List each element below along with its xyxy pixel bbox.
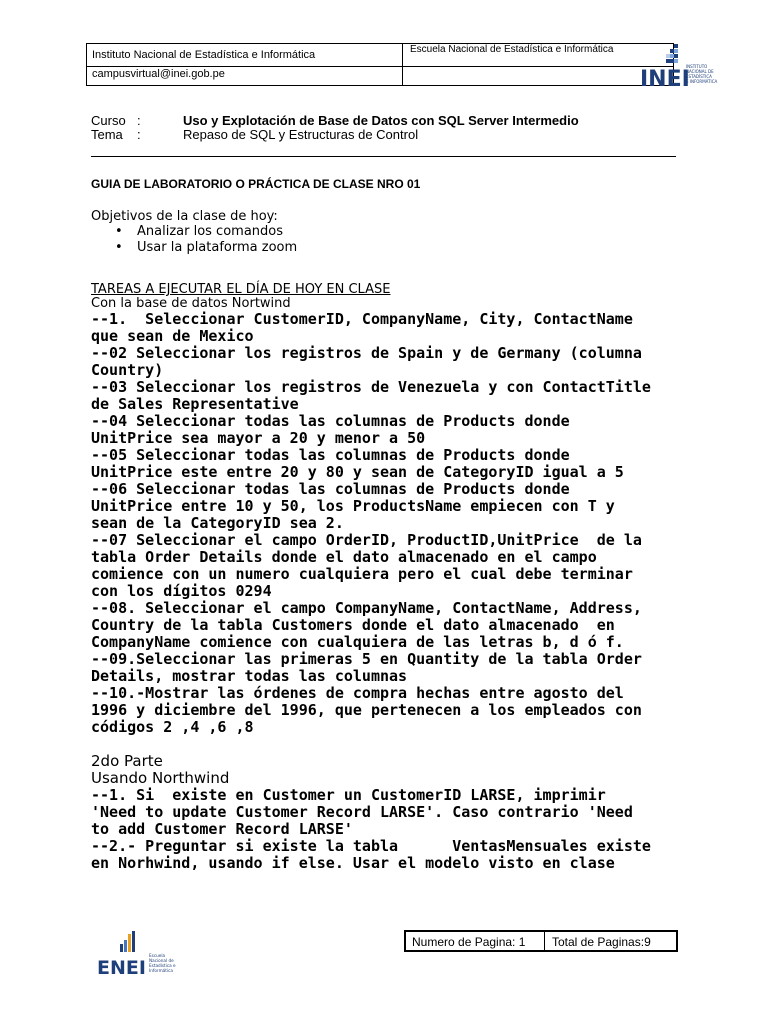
svg-text:NACIONAL DE: NACIONAL DE [686,69,714,74]
task-line: sean de la CategoryID sea 2. [91,514,344,532]
page-number: Numero de Pagina: 1 [412,935,526,949]
svg-text:Estadística e: Estadística e [149,963,176,968]
task-line: con los dígitos 0294 [91,582,272,600]
divider [91,156,676,157]
total-pages: Total de Paginas:9 [552,935,651,949]
task-line: Country) [91,361,164,379]
task-line: --09.Seleccionar las primeras 5 en Quantity de la tabla Order [91,650,642,668]
task-line: --03 Seleccionar los registros de Venezuela y con ContactTitle [91,378,651,396]
svg-text:Nacional de: Nacional de [149,958,174,963]
task-line: códigos 2 ,4 ,6 ,8 [91,718,254,736]
part2-line: --1. Si existe en Customer un CustomerID LARSE, imprimir [91,786,606,804]
task-line: Country de la tabla Customers donde el dato almacenado en [91,616,615,634]
svg-text:INEI: INEI [640,67,690,88]
school-name: Escuela Nacional de Estadística e Informática [410,44,614,55]
task-line: --04 Seleccionar todas las columnas de Products donde [91,412,570,430]
tasks-heading: TAREAS A EJECUTAR EL DÍA DE HOY EN CLASE [91,282,391,297]
header-table [86,43,674,86]
svg-text:ENEI: ENEI [97,957,146,978]
svg-text:INSTITUTO: INSTITUTO [686,64,708,69]
task-line: --1. Seleccionar CustomerID, CompanyName, City, ContactName [91,310,633,328]
task-line: --10.-Mostrar las órdenes de compra hechas entre agosto del [91,684,624,702]
page-footer [404,930,678,952]
database-note: Con la base de datos Nortwind [91,296,291,311]
contact-email: campusvirtual@inei.gob.pe [92,68,225,80]
task-line: tabla Order Details donde el dato almacenado en el campo [91,548,597,566]
task-line: de Sales Representative [91,395,299,413]
task-line: --06 Seleccionar todas las columnas de Products donde [91,480,570,498]
task-line: UnitPrice sea mayor a 20 y menor a 50 [91,429,426,447]
guide-title: GUIA DE LABORATORIO O PRÁCTICA DE CLASE NRO 01 [91,177,421,191]
institute-name: Instituto Nacional de Estadística e Informática [92,49,316,61]
topic-colon: : [137,127,141,142]
part2-line: en Norhwind, usando if else. Usar el modelo visto en clase [91,854,615,872]
part2-subheading: Usando Northwind [91,769,230,787]
svg-text:E INFORMÁTICA: E INFORMÁTICA [686,79,718,84]
task-line: comience con un numero cualquiera pero el cual debe terminar [91,565,633,583]
svg-text:Informática: Informática [149,968,173,973]
inei-logo [640,42,730,88]
svg-text:ESTADÍSTICA: ESTADÍSTICA [686,74,712,79]
course-colon: : [137,113,141,128]
task-line: CompanyName comience con cualquiera de las letras b, d ó f. [91,633,624,651]
task-line: UnitPrice este entre 20 y 80 y sean de CategoryID igual a 5 [91,463,624,481]
course-label: Curso [91,113,126,128]
task-line: --02 Seleccionar los registros de Spain y de Germany (columna [91,344,642,362]
svg-text:Escuela: Escuela [149,953,166,958]
task-line: 1996 y diciembre del 1996, que pertenecen a los empleados con [91,701,642,719]
objectives-heading: Objetivos de la clase de hoy: [91,209,278,224]
task-line: Details, mostrar todas las columnas [91,667,408,685]
task-line: --05 Seleccionar todas las columnas de Products donde [91,446,570,464]
task-line: que sean de Mexico [91,327,254,345]
enei-logo [97,930,187,978]
task-line: UnitPrice entre 10 y 50, los ProductsName empiecen con T y [91,497,615,515]
course-value: Uso y Explotación de Base de Datos con SQL Server Intermedio [183,113,579,128]
part2-heading: 2do Parte [91,752,163,770]
task-line: --07 Seleccionar el campo OrderID, ProductID,UnitPrice de la [91,531,642,549]
topic-label: Tema [91,127,123,142]
topic-value: Repaso de SQL y Estructuras de Control [183,127,419,142]
part2-line: 'Need to update Customer Record LARSE'. Caso contrario 'Need [91,803,633,821]
task-line: --08. Seleccionar el campo CompanyName, ContactName, Address, [91,599,642,617]
part2-line: to add Customer Record LARSE' [91,820,353,838]
part2-line: --2.- Preguntar si existe la tabla VentasMensuales existe [91,837,651,855]
